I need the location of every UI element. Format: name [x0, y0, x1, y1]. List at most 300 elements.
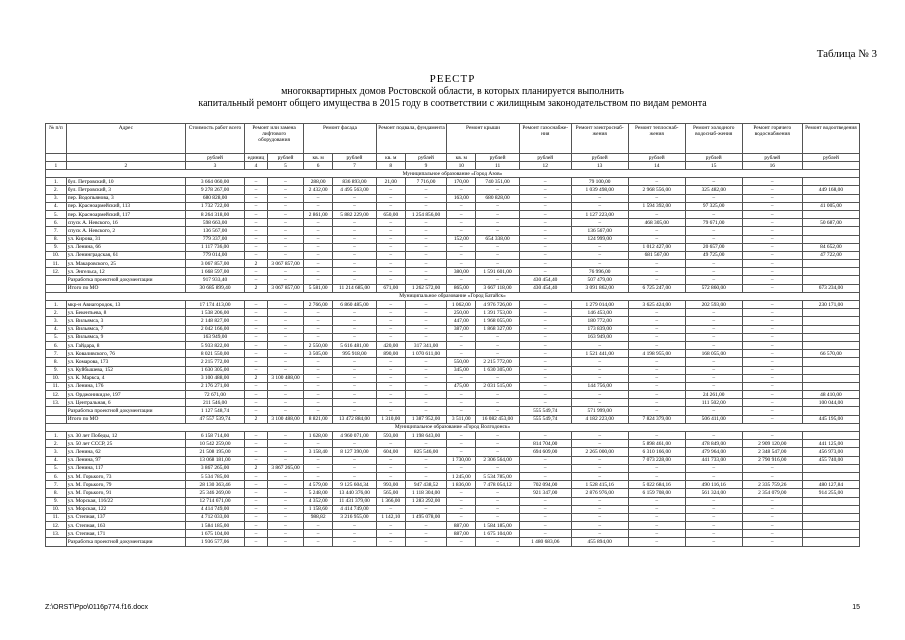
- value-cell: –: [376, 194, 405, 202]
- value-cell: –: [519, 219, 571, 227]
- address-cell: пер. Красноармейский, 113: [66, 202, 185, 210]
- value-cell: 124 999,00: [571, 235, 628, 243]
- row-number-cell: 4.: [46, 325, 67, 333]
- value-cell: 1 127 548,74: [185, 407, 244, 415]
- value-cell: 325 482,00: [685, 186, 742, 194]
- table-row: [46, 186, 860, 194]
- value-cell: –: [333, 333, 377, 341]
- value-cell: 1 521 441,00: [571, 350, 628, 358]
- value-cell: 17 174 413,00: [185, 301, 244, 309]
- value-cell: 1 117 736,00: [185, 243, 244, 251]
- value-cell: –: [628, 505, 685, 513]
- value-cell: 1 127 223,00: [571, 210, 628, 218]
- row-number-cell: 7.: [46, 481, 67, 489]
- value-cell: –: [333, 440, 377, 448]
- value-cell: –: [245, 522, 268, 530]
- value-cell: –: [476, 448, 520, 456]
- value-cell: 50 687,00: [802, 219, 859, 227]
- table-row: [46, 448, 860, 456]
- address-cell: ул. Вильямса, 9: [66, 333, 185, 341]
- value-cell: –: [304, 472, 333, 480]
- value-cell: –: [628, 210, 685, 218]
- address-cell: ул. К. Маркса, 4: [66, 374, 185, 382]
- header-roof: Ремонт крыши: [447, 124, 520, 154]
- header-address: Адрес: [66, 124, 185, 154]
- column-number: [802, 162, 859, 170]
- value-cell: –: [376, 391, 405, 399]
- row-number-cell: 3.: [46, 448, 67, 456]
- value-cell: 3 091 862,00: [571, 284, 628, 292]
- value-cell: –: [267, 448, 303, 456]
- value-cell: –: [376, 374, 405, 382]
- value-cell: –: [519, 210, 571, 218]
- value-cell: –: [476, 374, 520, 382]
- value-cell: –: [519, 366, 571, 374]
- value-cell: 3 067 857,00: [267, 284, 303, 292]
- table-row: [46, 227, 860, 235]
- value-cell: –: [405, 251, 446, 259]
- value-cell: –: [476, 276, 520, 284]
- value-cell: –: [742, 505, 802, 513]
- value-cell: –: [267, 276, 303, 284]
- value-cell: 490 116,16: [685, 481, 742, 489]
- value-cell: 1 868 327,00: [476, 325, 520, 333]
- value-cell: –: [628, 333, 685, 341]
- value-cell: 681 567,00: [628, 251, 685, 259]
- value-cell: –: [447, 374, 476, 382]
- value-cell: –: [405, 366, 446, 374]
- row-number-cell: 1.: [46, 301, 67, 309]
- unit-cell: рублей: [476, 154, 520, 162]
- value-cell: 3 505,00: [304, 350, 333, 358]
- value-cell: –: [742, 317, 802, 325]
- address-cell: ул. Кирова, 31: [66, 235, 185, 243]
- value-cell: –: [571, 391, 628, 399]
- column-number: 9: [405, 162, 446, 170]
- value-cell: –: [476, 341, 520, 349]
- value-cell: –: [405, 382, 446, 390]
- value-cell: 173 839,00: [571, 325, 628, 333]
- value-cell: –: [376, 235, 405, 243]
- value-cell: –: [742, 341, 802, 349]
- value-cell: [802, 374, 859, 382]
- table-row: [46, 497, 860, 505]
- value-cell: 455 740,00: [802, 456, 859, 464]
- value-cell: 6 310 166,00: [628, 448, 685, 456]
- row-number-cell: 6.: [46, 219, 67, 227]
- value-cell: 4 414 749,00: [333, 505, 377, 513]
- address-cell: ул. Морская, 122: [66, 505, 185, 513]
- value-cell: –: [304, 382, 333, 390]
- value-cell: 76 996,00: [571, 268, 628, 276]
- value-cell: –: [267, 317, 303, 325]
- value-cell: 12 714 671,00: [185, 497, 244, 505]
- value-cell: –: [245, 276, 268, 284]
- value-cell: –: [742, 399, 802, 407]
- value-cell: –: [405, 472, 446, 480]
- value-cell: –: [267, 186, 303, 194]
- value-cell: –: [376, 186, 405, 194]
- value-cell: 680 828,00: [476, 194, 520, 202]
- section-title: Муниципальное образование «Город Батайск»: [46, 292, 860, 300]
- address-cell: пер. Водопьянова, 3: [66, 194, 185, 202]
- value-cell: –: [405, 456, 446, 464]
- value-cell: 2 354 079,00: [742, 489, 802, 497]
- value-cell: 4 352,00: [304, 497, 333, 505]
- value-cell: –: [519, 202, 571, 210]
- value-cell: 995 918,00: [333, 350, 377, 358]
- value-cell: –: [405, 227, 446, 235]
- value-cell: 8 021 550,00: [185, 350, 244, 358]
- value-cell: 1 495 078,00: [405, 513, 446, 521]
- address-cell: ул. Макаровского, 25: [66, 260, 185, 268]
- value-cell: –: [333, 538, 377, 546]
- value-cell: –: [245, 358, 268, 366]
- unit-cell: кв. м: [304, 154, 333, 162]
- value-cell: –: [333, 227, 377, 235]
- value-cell: 2 432,00: [304, 186, 333, 194]
- value-cell: –: [245, 366, 268, 374]
- header-heating: Ремонт теплоснаб-жения: [628, 124, 685, 154]
- value-cell: –: [267, 399, 303, 407]
- value-cell: –: [685, 407, 742, 415]
- value-cell: –: [447, 391, 476, 399]
- value-cell: 650,00: [376, 210, 405, 218]
- value-cell: 2: [245, 284, 268, 292]
- value-cell: –: [376, 407, 405, 415]
- value-cell: –: [628, 276, 685, 284]
- value-cell: 180 772,00: [571, 317, 628, 325]
- address-cell: ул. Центральная, 6: [66, 399, 185, 407]
- value-cell: 5 534 785,00: [476, 472, 520, 480]
- value-cell: –: [476, 489, 520, 497]
- value-cell: –: [447, 505, 476, 513]
- value-cell: 3 511,00: [447, 415, 476, 423]
- table-row: [46, 489, 860, 497]
- value-cell: –: [447, 464, 476, 472]
- file-path: Z:\ORST\Ppo\0116p774.f16.docx: [45, 604, 148, 611]
- value-cell: –: [742, 243, 802, 251]
- value-cell: 1 730,00: [447, 456, 476, 464]
- value-cell: 5 581,00: [304, 284, 333, 292]
- value-cell: –: [376, 276, 405, 284]
- value-cell: –: [267, 505, 303, 513]
- value-cell: –: [447, 399, 476, 407]
- value-cell: 4 712 033,00: [185, 513, 244, 521]
- value-cell: –: [245, 497, 268, 505]
- value-cell: –: [245, 538, 268, 546]
- value-cell: –: [267, 243, 303, 251]
- value-cell: 572 860,00: [685, 284, 742, 292]
- table-row: [46, 538, 860, 546]
- column-number: 14: [628, 162, 685, 170]
- value-cell: –: [742, 235, 802, 243]
- value-cell: –: [628, 530, 685, 538]
- value-cell: –: [304, 333, 333, 341]
- value-cell: –: [685, 530, 742, 538]
- value-cell: 2 550,00: [304, 341, 333, 349]
- value-cell: 478 849,00: [685, 440, 742, 448]
- value-cell: –: [476, 186, 520, 194]
- table-row: [46, 284, 860, 292]
- column-number: 3: [185, 162, 244, 170]
- value-cell: 447,00: [447, 317, 476, 325]
- value-cell: –: [245, 243, 268, 251]
- unit-cell: [66, 154, 185, 162]
- value-cell: –: [333, 317, 377, 325]
- address-cell: ул. Орджоникидзе, 197: [66, 391, 185, 399]
- value-cell: –: [519, 497, 571, 505]
- table-row: [46, 513, 860, 521]
- address-cell: ул. Ленина, 62: [66, 448, 185, 456]
- value-cell: –: [333, 260, 377, 268]
- value-cell: –: [742, 382, 802, 390]
- value-cell: 1 675 104,00: [185, 530, 244, 538]
- value-cell: –: [742, 538, 802, 546]
- unit-cell: рублей: [267, 154, 303, 162]
- value-cell: 79 671,00: [685, 219, 742, 227]
- address-cell: ул. М. Горького, 73: [66, 472, 185, 480]
- value-cell: 1 142,10: [376, 513, 405, 521]
- value-cell: 673 234,00: [802, 284, 859, 292]
- value-cell: –: [267, 366, 303, 374]
- header-drainage: Ремонт водоотведения: [802, 124, 859, 154]
- row-number-cell: [46, 407, 67, 415]
- header-hot-water: Ремонт горячего водоснабжения: [742, 124, 802, 154]
- row-number-cell: 2.: [46, 440, 67, 448]
- address-cell: мкр-н Авиагородок, 13: [66, 301, 185, 309]
- value-cell: –: [304, 456, 333, 464]
- value-cell: –: [376, 301, 405, 309]
- value-cell: –: [376, 522, 405, 530]
- table-label: Таблица № 3: [816, 48, 877, 60]
- value-cell: 550,00: [447, 358, 476, 366]
- value-cell: –: [571, 432, 628, 440]
- value-cell: –: [571, 440, 628, 448]
- value-cell: –: [333, 399, 377, 407]
- value-cell: 654 338,00: [476, 235, 520, 243]
- value-cell: 1 262 572,00: [405, 284, 446, 292]
- value-cell: 4 495 563,00: [333, 186, 377, 194]
- value-cell: –: [447, 186, 476, 194]
- value-cell: –: [685, 341, 742, 349]
- value-cell: 21,00: [376, 178, 405, 186]
- column-number: 5: [267, 162, 303, 170]
- address-cell: ул. Ленина, 176: [66, 382, 185, 390]
- value-cell: 1 254 856,00: [405, 210, 446, 218]
- value-cell: –: [333, 472, 377, 480]
- value-cell: 211 546,00: [185, 399, 244, 407]
- value-cell: 1 594 392,00: [628, 202, 685, 210]
- row-number-cell: 5.: [46, 333, 67, 341]
- table-row: [46, 194, 860, 202]
- value-cell: –: [742, 366, 802, 374]
- value-cell: –: [685, 505, 742, 513]
- value-cell: –: [571, 194, 628, 202]
- value-cell: 66 570,00: [802, 350, 859, 358]
- value-cell: –: [685, 366, 742, 374]
- document-subtitle-line-1: многоквартирных домов Ростовской области, в которых планируется выполнить: [281, 86, 624, 97]
- value-cell: [802, 497, 859, 505]
- table-row: [46, 219, 860, 227]
- value-cell: 13 472 884,00: [333, 415, 377, 423]
- row-number-cell: 2.: [46, 309, 67, 317]
- value-cell: [802, 407, 859, 415]
- section-title-row: [46, 170, 860, 178]
- value-cell: –: [447, 202, 476, 210]
- value-cell: 8 264 318,00: [185, 210, 244, 218]
- value-cell: –: [245, 440, 268, 448]
- value-cell: 694 609,00: [519, 448, 571, 456]
- value-cell: –: [267, 268, 303, 276]
- value-cell: 1 675 104,00: [476, 530, 520, 538]
- value-cell: 3 664 060,00: [185, 178, 244, 186]
- value-cell: [802, 235, 859, 243]
- value-cell: –: [245, 178, 268, 186]
- value-cell: –: [628, 464, 685, 472]
- value-cell: –: [628, 538, 685, 546]
- value-cell: –: [376, 251, 405, 259]
- value-cell: –: [742, 472, 802, 480]
- value-cell: –: [267, 178, 303, 186]
- value-cell: –: [405, 358, 446, 366]
- value-cell: 3 216 955,00: [333, 513, 377, 521]
- value-cell: 49 725,00: [685, 251, 742, 259]
- value-cell: –: [519, 235, 571, 243]
- value-cell: –: [267, 235, 303, 243]
- address-cell: ул. М. Горького, 79: [66, 481, 185, 489]
- column-number: 16: [742, 162, 802, 170]
- table-row: [46, 341, 860, 349]
- value-cell: –: [304, 268, 333, 276]
- value-cell: 1 062,00: [447, 301, 476, 309]
- value-cell: 947 438,52: [405, 481, 446, 489]
- value-cell: 5 616 481,00: [333, 341, 377, 349]
- value-cell: –: [304, 243, 333, 251]
- header-electric: Ремонт электроснаб-жения: [571, 124, 628, 154]
- value-cell: 3 158,40: [304, 448, 333, 456]
- value-cell: –: [685, 432, 742, 440]
- value-cell: [802, 333, 859, 341]
- value-cell: –: [304, 309, 333, 317]
- value-cell: 6 860 485,00: [333, 301, 377, 309]
- table-row: [46, 358, 860, 366]
- value-cell: –: [519, 178, 571, 186]
- value-cell: –: [405, 219, 446, 227]
- value-cell: –: [571, 399, 628, 407]
- value-cell: 2 306 564,00: [476, 456, 520, 464]
- value-cell: 865,00: [447, 284, 476, 292]
- value-cell: 163,00: [447, 194, 476, 202]
- value-cell: –: [405, 268, 446, 276]
- value-cell: –: [304, 464, 333, 472]
- value-cell: –: [376, 268, 405, 276]
- value-cell: 4 198 955,00: [628, 350, 685, 358]
- value-cell: [802, 210, 859, 218]
- value-cell: –: [447, 219, 476, 227]
- value-cell: –: [519, 432, 571, 440]
- value-cell: –: [685, 260, 742, 268]
- value-cell: –: [628, 227, 685, 235]
- value-cell: –: [628, 391, 685, 399]
- address-cell: ул. Ленинградская, 61: [66, 251, 185, 259]
- value-cell: 2 148 827,00: [185, 317, 244, 325]
- value-cell: 202 593,00: [685, 301, 742, 309]
- value-cell: 7 716,00: [405, 178, 446, 186]
- value-cell: –: [628, 317, 685, 325]
- value-cell: –: [685, 276, 742, 284]
- value-cell: –: [405, 464, 446, 472]
- value-cell: 1 391 753,00: [476, 309, 520, 317]
- value-cell: [802, 194, 859, 202]
- address-cell: ул. Степная, 137: [66, 513, 185, 521]
- value-cell: 740 351,00: [476, 178, 520, 186]
- value-cell: –: [304, 522, 333, 530]
- value-cell: 288,00: [304, 178, 333, 186]
- row-number-cell: 7.: [46, 350, 67, 358]
- value-cell: –: [519, 522, 571, 530]
- column-number: 13: [571, 162, 628, 170]
- address-cell: ул. Гайдара, 8: [66, 341, 185, 349]
- value-cell: 1 118 304,00: [405, 489, 446, 497]
- value-cell: –: [447, 407, 476, 415]
- table-row: [46, 522, 860, 530]
- value-cell: –: [405, 194, 446, 202]
- value-cell: 921 347,00: [519, 489, 571, 497]
- value-cell: –: [376, 505, 405, 513]
- value-cell: 1 630 305,00: [476, 366, 520, 374]
- value-cell: 1 387 952,00: [405, 415, 446, 423]
- value-cell: 1 668 597,00: [185, 268, 244, 276]
- table-row: [46, 276, 860, 284]
- address-cell: ул. Комарова, 173: [66, 358, 185, 366]
- value-cell: –: [405, 260, 446, 268]
- value-cell: 3 067 857,00: [267, 260, 303, 268]
- value-cell: 4 414 749,00: [185, 505, 244, 513]
- address-cell: спуск А. Невского, 2: [66, 227, 185, 235]
- value-cell: –: [742, 194, 802, 202]
- value-cell: –: [245, 399, 268, 407]
- row-number-cell: 13.: [46, 530, 67, 538]
- row-number-cell: 11.: [46, 513, 67, 521]
- value-cell: 480 127,84: [802, 481, 859, 489]
- value-cell: –: [245, 341, 268, 349]
- table-row: [46, 374, 860, 382]
- value-cell: –: [685, 374, 742, 382]
- address-cell: Разработка проектной документации: [66, 538, 185, 546]
- value-cell: –: [333, 456, 377, 464]
- value-cell: –: [304, 235, 333, 243]
- value-cell: –: [476, 497, 520, 505]
- value-cell: 144 756,00: [571, 382, 628, 390]
- value-cell: 146 453,00: [571, 309, 628, 317]
- header-cold-water: Ремонт холодного водоснаб-жения: [685, 124, 742, 154]
- value-cell: 387,00: [447, 325, 476, 333]
- value-cell: –: [742, 333, 802, 341]
- unit-cell: рублей: [405, 154, 446, 162]
- value-cell: –: [476, 243, 520, 251]
- value-cell: 914 255,00: [802, 489, 859, 497]
- value-cell: [802, 227, 859, 235]
- value-cell: –: [405, 301, 446, 309]
- value-cell: –: [519, 186, 571, 194]
- address-cell: ул. 30 лет Победы, 12: [66, 432, 185, 440]
- value-cell: –: [447, 448, 476, 456]
- row-number-cell: 11.: [46, 382, 67, 390]
- value-cell: 779 337,00: [185, 235, 244, 243]
- table-row: [46, 202, 860, 210]
- value-cell: –: [376, 219, 405, 227]
